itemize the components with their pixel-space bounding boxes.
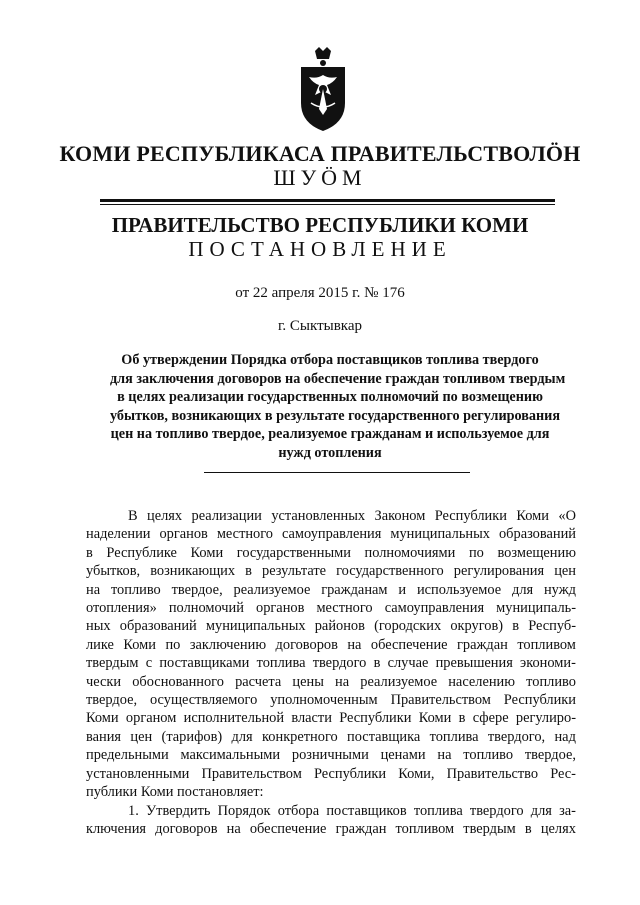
body-line: чески обоснованного расчета цены на реализуемое населению топливо [86, 673, 576, 690]
body-line: ключения договоров на обеспечение граждан топливом твердым в целях [86, 820, 576, 837]
body-line: Коми органом исполнительной власти Республики Коми в сфере регулиро- [86, 710, 576, 727]
title-underline [204, 472, 470, 473]
komi-government-heading: КОМИ РЕСПУБЛИКАСА ПРАВИТЕЛЬСТВОЛÖН [59, 141, 581, 166]
body-line: отопления» полномочий органов местного самоуправления муниципаль- [86, 600, 576, 617]
title-line: в целях реализации государственных полномочий по возмещению [117, 389, 543, 406]
body-line: на топливо твердое, реализуемое гражданам и используемое для нужд [86, 581, 576, 598]
header-divider-thin [100, 204, 555, 205]
body-text [86, 507, 576, 838]
body-line: ных образований муниципальных районов (городских округов) в Респуб- [86, 618, 576, 635]
body-line: наделении органов местного самоуправления муниципальных образований [86, 526, 576, 543]
title-line: Об утверждении Порядка отбора поставщиков топлива твердого [121, 352, 539, 368]
date-and-number: от 22 апреля 2015 г. № 176 [235, 285, 405, 301]
body-line: В целях реализации установленных Законом Республики Коми «О [128, 508, 576, 524]
body-line: твердым с поставщиками топлива твердого в случае превышения экономи- [86, 655, 576, 672]
document-title [110, 351, 566, 463]
komi-decree-heading: ШУÖМ [273, 165, 367, 190]
body-line: в Республике Коми государственными полномочиями по возмещению [86, 544, 576, 561]
city-name: г. Сыктывкар [277, 318, 363, 334]
title-line: убытков, возникающих в результате государственного регулирования [110, 407, 561, 424]
body-line: установленными Правительством Республики Коми, Правительство Рес- [86, 765, 576, 782]
government-heading: ПРАВИТЕЛЬСТВО РЕСПУБЛИКИ КОМИ [111, 213, 529, 237]
body-line: твердое, осуществляемого уполномоченным Правительством Республики [86, 692, 576, 709]
body-line: убытков, возникающих в результате государственного регулирования цен [86, 563, 576, 580]
resolution-heading: ПОСТАНОВЛЕНИЕ [188, 237, 452, 261]
header-divider-thick [100, 199, 555, 202]
body-line: вания цен (тарифов) для конкретного поставщика топлива твердого, над [86, 728, 576, 745]
title-line: для заключения договоров на обеспечение граждан топливом твердым [110, 370, 566, 387]
body-line: предельными максимальными розничными ценами на топливо твердое, [86, 747, 576, 764]
title-line: нужд отопления [278, 444, 382, 461]
body-line: 1. Утвердить Порядок отбора поставщиков топлива твердого для за- [128, 802, 576, 819]
body-line: публики Коми постановляет: [86, 784, 264, 801]
title-line: цен на топливо твердое, реализуемое гражданам и используемое для [110, 426, 550, 443]
coat-of-arms-emblem [293, 45, 353, 133]
body-line: лике Коми по заключению договоров на обеспечение граждан топливом [86, 636, 576, 653]
